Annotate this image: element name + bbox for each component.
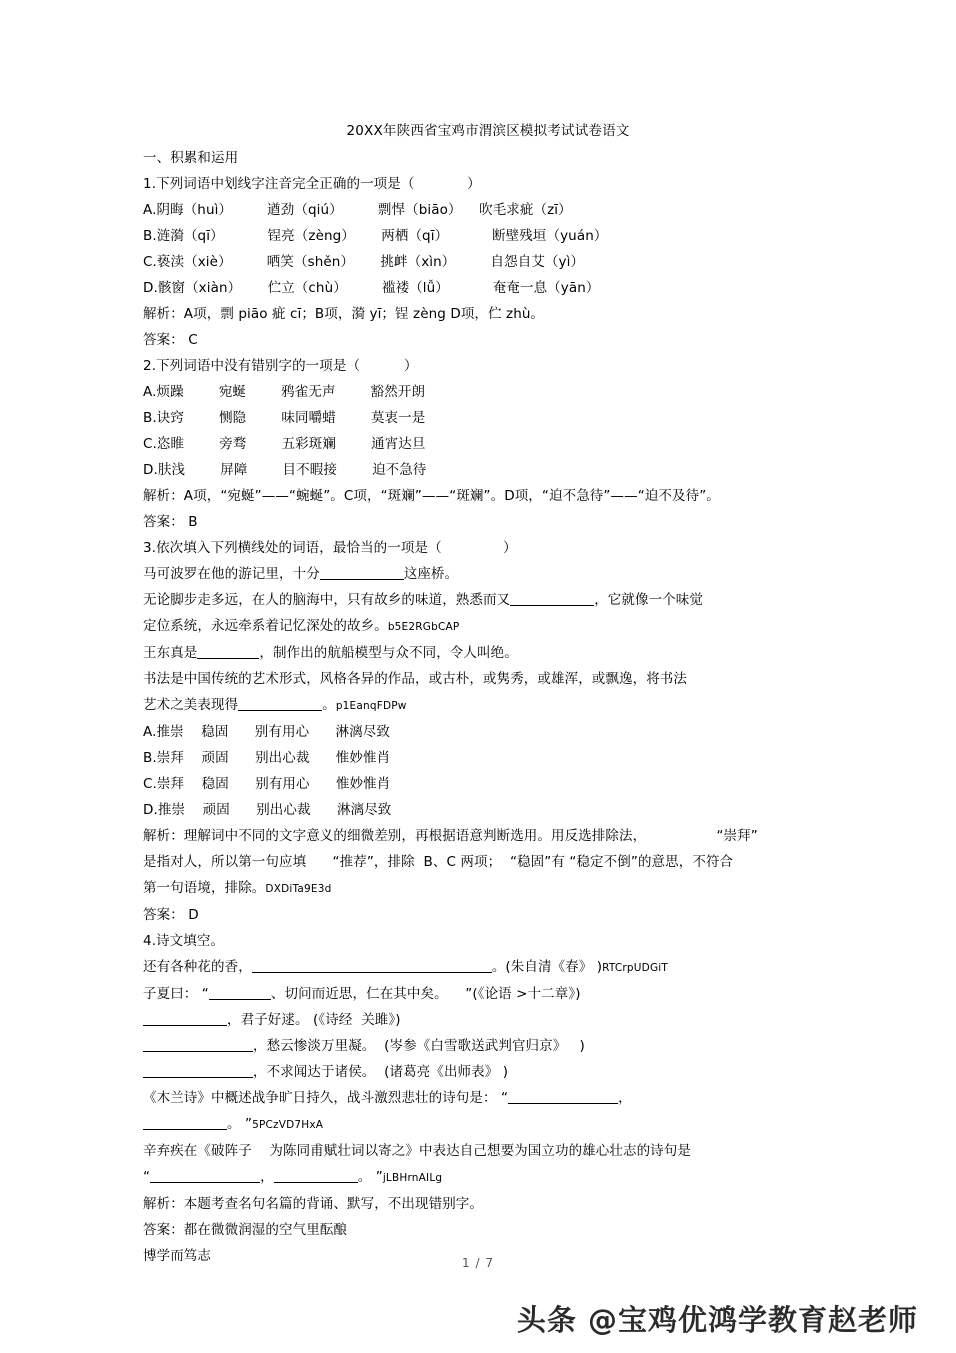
fill-blank [143,1039,253,1052]
question-3-body-line-6 [143,692,833,719]
question-2-answer: 答案： B [143,514,198,530]
question-3-option-d: D.推崇 顽固 别出心裁 淋漓尽致 [143,802,392,818]
q3-line1-text-b: 这座桥。 [403,566,459,582]
q4-fill6-text-a: 《木兰诗》中概述战争旷日持久，战斗激烈悲壮的诗句是： “ [143,1090,509,1106]
watermark-code: 5PCzVD7HxA [252,1119,324,1131]
question-4-answer-1: 答案：都在微微润湿的空气里酝酿 [143,1222,347,1238]
fill-blank [274,1170,358,1183]
watermark-code: jLBHrnAILg [382,1172,443,1184]
q3-analysis3-text: 第一句语境，排除。 [143,880,266,896]
fill-blank [320,567,404,580]
watermark-code: p1EanqFDPw [335,700,407,712]
q4-fill8-text-b: ， [260,1169,274,1185]
question-4-fill-8 [143,1164,833,1191]
document-body [143,118,833,1269]
question-4-answer-2: 博学而笃志 [143,1248,211,1264]
watermark-code: DXDiTa9E3d [265,883,332,895]
q3-line2-text-b: ，它就像一个味觉 [594,592,704,608]
question-2-option-d: D.肤浅 屏障 目不暇接 迫不急待 [143,462,427,478]
fill-blank [143,1013,227,1026]
watermark-code: RTCrpUDGiT [602,962,669,974]
question-1-analysis: 解析：A项，剽 piāo 疵 cī；B项，漪 yī；锃 zèng D项，伫 zhù。 [143,306,545,322]
q4-fill2-text-a: 子夏曰： “ [143,986,209,1002]
question-3-analysis-line-2: 是指对人，所以第一句应填 “推荐”，排除 B、C 两项； “稳固”有 “稳定不倒”的意思，不符合 [143,854,734,870]
question-1-option-a: A.阴晦（huì） 遒劲（qiú） 剽悍（biāo） 吹毛求疵（zī） [143,202,572,218]
question-4-fill-6-cont [143,1111,833,1138]
fill-blank [197,646,259,659]
question-2-stem: 2.下列词语中没有错别字的一项是（ ） [143,358,418,374]
q3-line1-text-a: 马可波罗在他的游记里，十分 [143,566,320,582]
q3-line6-text-b: 。 [322,697,336,713]
question-3-body-line-3 [143,613,833,640]
q4-fill1-text-b: 。(朱自清《春》 ) [491,959,603,975]
fill-blank [143,1065,253,1078]
question-4-analysis: 解析：本题考查名句名篇的背诵、默写，不出现错别字。 [143,1196,483,1212]
question-2-option-a: A.烦躁 宛蜒 鸦雀无声 豁然开朗 [143,384,426,400]
question-3-stem: 3.依次填入下列横线处的词语，最恰当的一项是（ ） [143,540,517,556]
page-title: 20XX年陕西省宝鸡市渭滨区模拟考试试卷语文 [346,123,630,139]
question-4-fill-4 [143,1033,833,1059]
question-3-option-c: C.崇拜 稳固 别有用心 惟妙惟肖 [143,776,391,792]
q4-fill8-text-c: 。 ” [357,1169,383,1185]
question-1-option-d: D.骸窗（xiàn） 伫立（chù） 褴褛（lǚ） 奄奄一息（yān） [143,280,600,296]
fill-blank [252,960,492,973]
question-4-fill-2 [143,981,833,1007]
question-4-fill-7: 辛弃疾在《破阵子 为陈同甫赋壮词以寄之》中表达自己想要为国立功的雄心壮志的诗句是 [143,1143,691,1159]
q4-fill5-text: ，不求闻达于诸侯。 (诸葛亮《出师表》 ) [253,1064,509,1080]
question-4-fill-1 [143,954,833,981]
fill-blank [510,593,594,606]
question-4-fill-5 [143,1059,833,1085]
question-1-option-b: B.涟漪（qī） 锃亮（zèng） 两栖（qī） 断壁残垣（yuán） [143,228,608,244]
question-2-option-b: B.诀窍 恻隐 味同嚼蜡 莫衷一是 [143,410,426,426]
q4-fill1-text-a: 还有各种花的香， [143,959,252,975]
fill-blank [508,1091,618,1104]
question-1-stem: 1.下列词语中划线字注音完全正确的一项是（ ） [143,176,481,192]
question-4-stem: 4.诗文填空。 [143,933,225,949]
q4-fill8-text-a: “ [143,1169,151,1185]
question-3-analysis-line-1: 解析：理解词中不同的文字意义的细微差别，再根据语意判断选用。用反选排除法， “崇拜” [143,828,758,844]
section-heading: 一、积累和运用 [143,150,239,166]
question-1-option-c: C.亵渎（xiè） 哂笑（shěn） 挑衅（xìn） 自怨自艾（yì） [143,254,585,270]
question-4-fill-3 [143,1007,833,1033]
question-3-answer: 答案： D [143,907,199,923]
question-3-body-line-1 [143,561,833,587]
question-2-analysis: 解析：A项，“宛蜒”——“蜿蜒”。C项，“斑斓”——“斑斓”。D项，“迫不急待”——“迫不及待”。 [143,488,720,504]
watermark-code: b5E2RGbCAP [387,621,460,633]
q4-fill4-text: ，愁云惨淡万里凝。 (岑参《白雪歌送武判官归京》 ) [253,1038,585,1054]
question-1-answer: 答案： C [143,332,198,348]
q3-line2-text-a: 无论脚步走多远，在人的脑海中，只有故乡的味道，熟悉而又 [143,592,511,608]
footer-watermark: 头条 @宝鸡优鸿学教育赵老师 [516,1303,918,1337]
question-4-fill-6 [143,1085,833,1111]
question-3-option-a: A.推崇 稳固 别有用心 淋漓尽致 [143,724,390,740]
q3-line4-text-b: ，制作出的航船模型与众不同，令人叫绝。 [259,645,518,661]
q3-line6-text-a: 艺术之美表现得 [143,697,239,713]
question-3-body-line-5: 书法是中国传统的艺术形式，风格各异的作品，或古朴，或隽秀，或雄浑，或飘逸，将书法 [143,671,687,687]
fill-blank [209,987,271,1000]
question-3-option-b: B.崇拜 顽固 别出心裁 惟妙惟肖 [143,750,391,766]
page-number: 1 / 7 [462,1256,494,1270]
q4-fill3-text: ，君子好逑。 (《诗经 关雎》) [227,1012,401,1028]
q3-line4-text-a: 王东真是 [143,645,198,661]
question-3-analysis-line-3 [143,875,833,902]
q4-fill6-text-b: 。 ” [227,1116,253,1132]
q4-fill2-text-b: 、切问而近思，仁在其中矣。 ”(《论语 >十二章》) [270,986,581,1002]
q3-line3-text: 定位系统，永远牵系着记忆深处的故乡。 [143,618,388,634]
question-3-body-line-4 [143,640,833,666]
fill-blank [143,1117,227,1130]
question-3-body-line-2 [143,587,833,613]
fill-blank [238,698,322,711]
question-2-option-c: C.恣睢 旁骛 五彩斑斓 通宵达旦 [143,436,426,452]
q4-fill6-comma: ， [618,1090,632,1106]
fill-blank [150,1170,260,1183]
